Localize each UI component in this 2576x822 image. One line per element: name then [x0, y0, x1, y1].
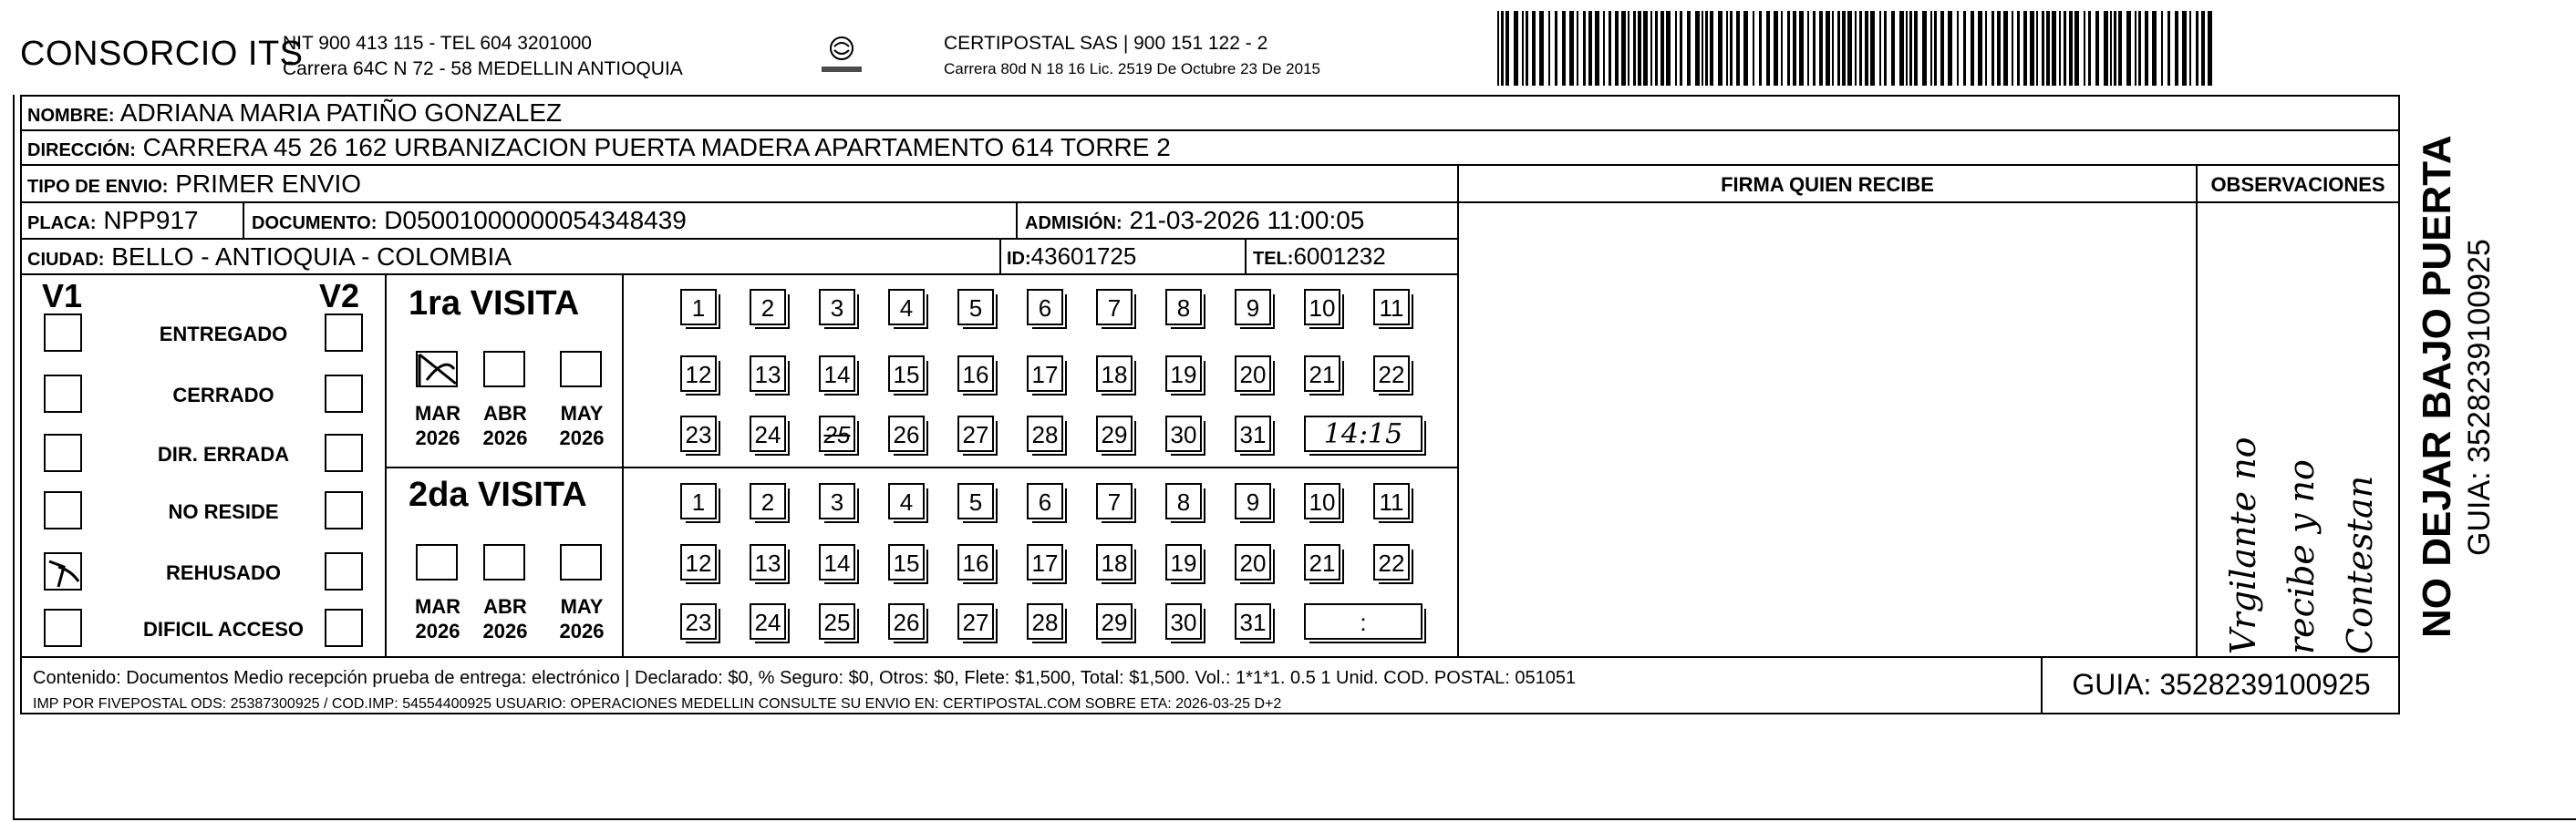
- day-box[interactable]: 29: [1096, 603, 1133, 640]
- field-direccion: [27, 133, 1171, 162]
- barcode-bar: [1532, 11, 1536, 86]
- day-box[interactable]: 1: [680, 289, 717, 325]
- company-address: Carrera 64C N 72 - 58 MEDELLIN ANTIOQUIA: [283, 58, 683, 79]
- barcode-bar: [2023, 11, 2027, 86]
- barcode-bar: [2201, 11, 2205, 86]
- day-box[interactable]: 12: [680, 355, 717, 392]
- field-placa: [27, 206, 199, 235]
- day-box[interactable]: 25: [819, 603, 855, 640]
- day-box[interactable]: 5: [957, 289, 994, 325]
- observaciones-title: OBSERVACIONES: [2210, 173, 2385, 196]
- observaciones-handwriting: [2214, 437, 2389, 654]
- documento-label: DOCUMENTO:: [252, 213, 378, 233]
- barcode-bar: [1991, 11, 1994, 86]
- day-box[interactable]: 13: [750, 355, 786, 392]
- month-checkbox[interactable]: [483, 544, 525, 581]
- barcode-bar: [1583, 11, 1586, 86]
- barcode-bar: [1985, 11, 1987, 86]
- barcode-bar: [1638, 11, 1641, 86]
- day-box[interactable]: 14: [819, 544, 855, 581]
- barcode-bar: [1826, 11, 1830, 86]
- barcode-bar: [1865, 11, 1868, 86]
- certipostal-logo: [814, 30, 869, 85]
- barcode-bar: [2084, 11, 2085, 86]
- day-box[interactable]: 19: [1165, 544, 1202, 581]
- barcode-bar: [1793, 11, 1796, 86]
- day-box[interactable]: 27: [957, 416, 994, 452]
- footer-guia: GUIA: 3528239100925: [2041, 656, 2400, 714]
- month-checkbox[interactable]: [560, 544, 602, 581]
- field-tipo-envio: [27, 170, 361, 199]
- field-admision: [1025, 206, 1364, 235]
- barcode-bar: [1819, 11, 1823, 86]
- id-label: ID:: [1007, 249, 1031, 269]
- day-box[interactable]: 3: [819, 483, 855, 519]
- barcode-bar: [1997, 11, 2001, 86]
- barcode-bar: [1870, 11, 1875, 86]
- barcode-bar: [1753, 11, 1754, 86]
- barcode-bar: [1859, 11, 1862, 86]
- admision-value: 21-03-2026 11:00:05: [1129, 206, 1365, 234]
- day-box[interactable]: 28: [1027, 416, 1063, 452]
- month-year: 2026: [559, 620, 605, 642]
- month-label: [409, 401, 467, 450]
- month-label: [476, 594, 534, 643]
- day-box[interactable]: 10: [1304, 289, 1340, 325]
- tel-label: TEL:: [1253, 249, 1294, 269]
- barcode-bar: [1774, 11, 1778, 86]
- day-box[interactable]: 19: [1165, 355, 1202, 392]
- day-box[interactable]: 1: [680, 483, 717, 519]
- day-box[interactable]: 9: [1235, 483, 1271, 519]
- observacion-line: Vrgilante no: [2223, 437, 2263, 654]
- barcode-bar: [1655, 11, 1658, 86]
- barcode-bar: [1726, 11, 1728, 86]
- month-name: ABR: [483, 402, 527, 425]
- day-box[interactable]: 12: [680, 544, 717, 581]
- divider: [999, 238, 1001, 274]
- divider: [1457, 201, 2400, 203]
- barcode-bar: [1855, 11, 1857, 86]
- v2-checkbox[interactable]: [325, 552, 363, 591]
- barcode-bar: [1595, 11, 1599, 86]
- barcode-bar: [2012, 11, 2013, 86]
- divider: [385, 467, 1457, 468]
- day-box[interactable]: 31: [1235, 603, 1271, 640]
- time-box[interactable]: :: [1304, 603, 1422, 640]
- barcode-bar: [2064, 11, 2066, 86]
- month-name: MAY: [560, 595, 604, 618]
- divider: [20, 273, 1457, 275]
- month-label: [476, 401, 534, 450]
- day-box[interactable]: 21: [1304, 355, 1340, 392]
- day-box[interactable]: 6: [1027, 289, 1063, 325]
- barcode-bar: [1948, 11, 1952, 86]
- barcode-bar: [2175, 11, 2178, 86]
- barcode-bar: [1813, 11, 1816, 86]
- barcode-bar: [1884, 11, 1887, 86]
- barcode-bar: [1799, 11, 1804, 86]
- day-box[interactable]: 20: [1235, 355, 1271, 392]
- first-visit-title: 1ra VISITA: [409, 284, 580, 323]
- field-tel: [1253, 242, 1386, 271]
- barcode-bar: [2126, 11, 2131, 86]
- day-box[interactable]: 4: [888, 483, 925, 519]
- month-year: 2026: [482, 426, 528, 449]
- month-label: [553, 594, 611, 643]
- barcode-bar: [1555, 11, 1557, 86]
- barcode-bar: [1787, 11, 1790, 86]
- barcode-bar: [2074, 11, 2079, 86]
- barcode-bar: [1650, 11, 1652, 86]
- barcode-bar: [1577, 11, 1578, 86]
- barcode-bar: [2118, 11, 2122, 86]
- month-label: [409, 594, 467, 643]
- day-box[interactable]: 8: [1165, 289, 1202, 325]
- barcode-bar: [1736, 11, 1740, 86]
- field-nombre: [27, 98, 562, 128]
- day-box[interactable]: 26: [888, 416, 925, 452]
- barcode-bar: [1971, 11, 1974, 86]
- footer-content: Contenido: Documentos Medio recepción prueba de entrega: electrónico | Declarado: $0, % Seguro: $0, Otros: $0, Flete: $1,500, Total: $1,500. Vol.: 1*1*1. 0.5 1 Unid. COD. POSTAL: 051051: [33, 668, 1577, 688]
- barcode-bar: [1687, 11, 1691, 86]
- day-box[interactable]: 22: [1373, 355, 1410, 392]
- divider: [2398, 95, 2400, 714]
- day-box[interactable]: 23: [680, 603, 717, 640]
- barcode-bar: [2182, 11, 2187, 86]
- day-box[interactable]: 16: [957, 544, 994, 581]
- barcode-bar: [1766, 11, 1770, 86]
- day-box[interactable]: 30: [1165, 603, 1202, 640]
- barcode-bar: [1675, 11, 1677, 86]
- divider: [1016, 201, 1018, 238]
- placa-label: PLACA:: [27, 213, 97, 233]
- barcode-bar: [1914, 11, 1918, 86]
- barcode-bar: [1633, 11, 1636, 86]
- day-box[interactable]: 10: [1304, 483, 1340, 519]
- company-info: [283, 31, 683, 82]
- page-edge-bottom: [13, 818, 2576, 820]
- direccion-value: CARRERA 45 26 162 URBANIZACION PUERTA MADERA APARTAMENTO 614 TORRE 2: [142, 133, 1171, 161]
- barcode-bar: [1730, 11, 1733, 86]
- barcode-bar: [2059, 11, 2061, 86]
- barcode-bar: [1710, 11, 1713, 86]
- status-label: NO RESIDE: [168, 500, 279, 523]
- field-ciudad: [27, 242, 512, 272]
- day-box[interactable]: 17: [1027, 355, 1063, 392]
- check-mark-icon: [418, 353, 458, 387]
- status-label: REHUSADO: [166, 561, 281, 584]
- ciudad-value: BELLO - ANTIOQUIA - COLOMBIA: [111, 242, 512, 271]
- day-box[interactable]: 2: [750, 483, 786, 519]
- day-box[interactable]: 24: [750, 603, 786, 640]
- day-box[interactable]: 24: [750, 416, 786, 452]
- nombre-value: ADRIANA MARIA PATIÑO GONZALEZ: [119, 98, 563, 127]
- barcode-bar: [1514, 11, 1518, 86]
- second-visit-title: 2da VISITA: [409, 476, 587, 514]
- day-box[interactable]: 8: [1165, 483, 1202, 519]
- placa-value: NPP917: [103, 206, 199, 234]
- barcode-bar: [1539, 11, 1544, 86]
- day-box[interactable]: 18: [1096, 544, 1133, 581]
- barcode-bar: [2104, 11, 2108, 86]
- barcode-bar: [1680, 11, 1682, 86]
- day-box[interactable]: 11: [1373, 483, 1410, 519]
- barcode-bar: [2095, 11, 2099, 86]
- v1-checkbox[interactable]: [44, 434, 82, 472]
- page-edge-left: [13, 95, 15, 820]
- barcode-bar: [1930, 11, 1932, 86]
- v2-checkbox[interactable]: [325, 609, 363, 647]
- v2-checkbox[interactable]: [325, 434, 363, 472]
- day-box[interactable]: 15: [888, 544, 925, 581]
- day-box[interactable]: 18: [1096, 355, 1133, 392]
- v2-checkbox[interactable]: [325, 375, 363, 413]
- barcode-bar: [1705, 11, 1708, 86]
- barcode-bar: [1497, 11, 1499, 86]
- barcode-bar: [2003, 11, 2008, 86]
- v1-checkbox[interactable]: [44, 375, 82, 413]
- day-box[interactable]: 22: [1373, 544, 1410, 581]
- barcode-bar: [2208, 11, 2212, 86]
- field-id: [1007, 242, 1136, 271]
- barcode-bar: [1909, 11, 1912, 86]
- barcode-bar: [1666, 11, 1671, 86]
- barcode-bar: [1837, 11, 1840, 86]
- footer-imp: IMP POR FIVEPOSTAL ODS: 25387300925 / COD.IMP: 54554400925 USUARIO: OPERACIONES MEDELLIN CONSULTE SU ENVIO EN: CERTIPOSTAL.COM SOBRE ETA: 2026-03-25 D+2: [33, 696, 1282, 712]
- month-year: 2026: [415, 620, 460, 642]
- day-box[interactable]: 6: [1027, 483, 1063, 519]
- divider: [243, 201, 244, 238]
- ciudad-label: CIUDAD:: [27, 250, 105, 270]
- barcode-bar: [1695, 11, 1700, 86]
- day-box[interactable]: 2: [750, 289, 786, 325]
- barcode-bar: [2189, 11, 2191, 86]
- tipo-value: PRIMER ENVIO: [175, 170, 362, 198]
- divider: [622, 273, 624, 656]
- divider: [20, 164, 2400, 166]
- barcode-bar: [1759, 11, 1762, 86]
- barcode-bar: [1522, 11, 1524, 86]
- month-year: 2026: [415, 426, 460, 449]
- divider: [20, 238, 1457, 240]
- v1-checkbox[interactable]: [44, 552, 82, 591]
- divider: [20, 129, 2400, 131]
- day-box[interactable]: 15: [888, 355, 925, 392]
- barcode-bar: [2042, 11, 2044, 86]
- barcode-bar: [1940, 11, 1944, 86]
- day-box[interactable]: 13: [750, 544, 786, 581]
- barcode-bar: [2152, 11, 2157, 86]
- barcode-bar: [1628, 11, 1629, 86]
- day-box[interactable]: 3: [819, 289, 855, 325]
- barcode-bar: [1615, 11, 1619, 86]
- barcode-bar: [2135, 11, 2136, 86]
- v2-label: V2: [319, 277, 360, 314]
- field-documento: [252, 206, 687, 235]
- day-box[interactable]: 26: [888, 603, 925, 640]
- day-box[interactable]: 7: [1096, 483, 1133, 519]
- barcode-bar: [1718, 11, 1723, 86]
- month-checkbox[interactable]: [416, 544, 458, 581]
- barcode-bar: [2114, 11, 2116, 86]
- side-guia: GUIA: 3528239100925: [2462, 239, 2497, 556]
- divider: [1457, 164, 1459, 656]
- month-name: MAR: [414, 595, 461, 618]
- v2-checkbox[interactable]: [325, 491, 363, 529]
- company-name: CONSORCIO ITS: [20, 35, 304, 73]
- v1-checkbox[interactable]: [44, 491, 82, 529]
- month-year: 2026: [559, 426, 605, 449]
- admision-label: ADMISIÓN:: [1025, 213, 1122, 233]
- barcode-bar: [2196, 11, 2198, 86]
- barcode-bar: [2110, 11, 2112, 86]
- day-box[interactable]: 25: [819, 416, 855, 452]
- barcode-bar: [1957, 11, 1959, 86]
- barcode-bar: [2036, 11, 2038, 86]
- company-nit: NIT 900 413 115 - TEL 604 3201000: [283, 33, 592, 54]
- v2-checkbox[interactable]: [325, 313, 363, 352]
- barcode-bar: [2017, 11, 2020, 86]
- documento-value: D05001000000054348439: [384, 206, 687, 234]
- barcode-bar: [1922, 11, 1927, 86]
- barcode-bar: [1781, 11, 1783, 86]
- barcode-bar: [2145, 11, 2148, 86]
- barcode-bar: [1906, 11, 1908, 86]
- barcode-bar: [2052, 11, 2056, 86]
- v1-label: V1: [42, 277, 83, 314]
- month-name: MAY: [560, 402, 604, 425]
- day-box[interactable]: 28: [1027, 603, 1063, 640]
- barcode-bar: [1743, 11, 1748, 86]
- barcode-bar: [2138, 11, 2141, 86]
- status-label: DIFICIL ACCESO: [142, 618, 304, 641]
- barcode-bar: [1588, 11, 1592, 86]
- barcode-bar: [1562, 11, 1566, 86]
- month-checkbox[interactable]: [416, 351, 458, 387]
- day-box[interactable]: 16: [957, 355, 994, 392]
- tipo-label: TIPO DE ENVIO:: [27, 177, 169, 197]
- barcode-bar: [1847, 11, 1852, 86]
- barcode-bar: [1702, 11, 1703, 86]
- barcode-bar: [1879, 11, 1881, 86]
- check-mark-icon: [46, 554, 82, 591]
- barcode: [1495, 11, 2220, 86]
- barcode-bar: [2161, 11, 2163, 86]
- barcode-bar: [1548, 11, 1550, 86]
- month-name: ABR: [483, 595, 527, 618]
- direccion-label: DIRECCIÓN:: [27, 140, 136, 160]
- status-label: DIR. ERRADA: [157, 443, 290, 466]
- barcode-bar: [1978, 11, 1982, 86]
- barcode-bar: [1643, 11, 1648, 86]
- month-label: [553, 401, 611, 450]
- day-box[interactable]: 21: [1304, 544, 1340, 581]
- barcode-bar: [1832, 11, 1834, 86]
- day-box[interactable]: 29: [1096, 416, 1133, 452]
- day-box[interactable]: 27: [957, 603, 994, 640]
- month-checkbox[interactable]: [483, 351, 525, 387]
- v1-checkbox[interactable]: [44, 609, 82, 647]
- day-box[interactable]: 31: [1235, 416, 1271, 452]
- barcode-bar: [1899, 11, 1904, 86]
- day-box[interactable]: 30: [1165, 416, 1202, 452]
- barcode-bar: [1842, 11, 1846, 86]
- barcode-bar: [1621, 11, 1626, 86]
- barcode-bar: [1934, 11, 1937, 86]
- barcode-bar: [1569, 11, 1574, 86]
- day-box[interactable]: 7: [1096, 289, 1133, 325]
- day-box[interactable]: 14: [819, 355, 855, 392]
- month-name: MAR: [414, 402, 461, 425]
- id-value: 43601725: [1030, 242, 1137, 270]
- time-box[interactable]: 14:15: [1304, 416, 1422, 452]
- day-box[interactable]: 5: [957, 483, 994, 519]
- certipostal-name: CERTIPOSTAL SAS | 900 151 122 - 2: [944, 33, 1268, 54]
- barcode-bar: [2030, 11, 2034, 86]
- day-box[interactable]: 23: [680, 416, 717, 452]
- barcode-bar: [1526, 11, 1528, 86]
- tel-value: 6001232: [1293, 242, 1386, 270]
- barcode-bar: [2167, 11, 2170, 86]
- barcode-bar: [1609, 11, 1611, 86]
- month-checkbox[interactable]: [560, 351, 602, 387]
- barcode-bar: [2088, 11, 2091, 86]
- divider: [2196, 164, 2198, 656]
- barcode-bar: [1603, 11, 1605, 86]
- v1-checkbox[interactable]: [44, 313, 82, 352]
- divider: [385, 273, 387, 656]
- certipostal-address: Carrera 80d N 18 16 Lic. 2519 De Octubre 23 De 2015: [944, 60, 1320, 77]
- day-box[interactable]: 17: [1027, 544, 1063, 581]
- firma-title: FIRMA QUIEN RECIBE: [1721, 173, 1934, 196]
- observacion-line: Contestan: [2340, 475, 2380, 654]
- barcode-bar: [1505, 11, 1509, 86]
- day-box[interactable]: 4: [888, 289, 925, 325]
- day-box[interactable]: 11: [1373, 289, 1410, 325]
- barcode-bar: [1501, 11, 1504, 86]
- day-box[interactable]: 20: [1235, 544, 1271, 581]
- day-box[interactable]: 9: [1235, 289, 1271, 325]
- certipostal-info: [944, 31, 1320, 82]
- status-label: CERRADO: [172, 384, 274, 406]
- status-label: ENTREGADO: [159, 323, 288, 345]
- nombre-label: NOMBRE:: [27, 106, 115, 126]
- barcode-bar: [1963, 11, 1966, 86]
- divider: [1245, 238, 1247, 274]
- barcode-bar: [2069, 11, 2073, 86]
- barcode-bar: [2046, 11, 2050, 86]
- month-year: 2026: [482, 620, 528, 642]
- barcode-bar: [1660, 11, 1664, 86]
- side-warning: NO DEJAR BAJO PUERTA: [2415, 135, 2459, 638]
- observacion-line: recibe y no: [2281, 459, 2322, 654]
- barcode-bar: [1891, 11, 1895, 86]
- barcode-bar: [1807, 11, 1809, 86]
